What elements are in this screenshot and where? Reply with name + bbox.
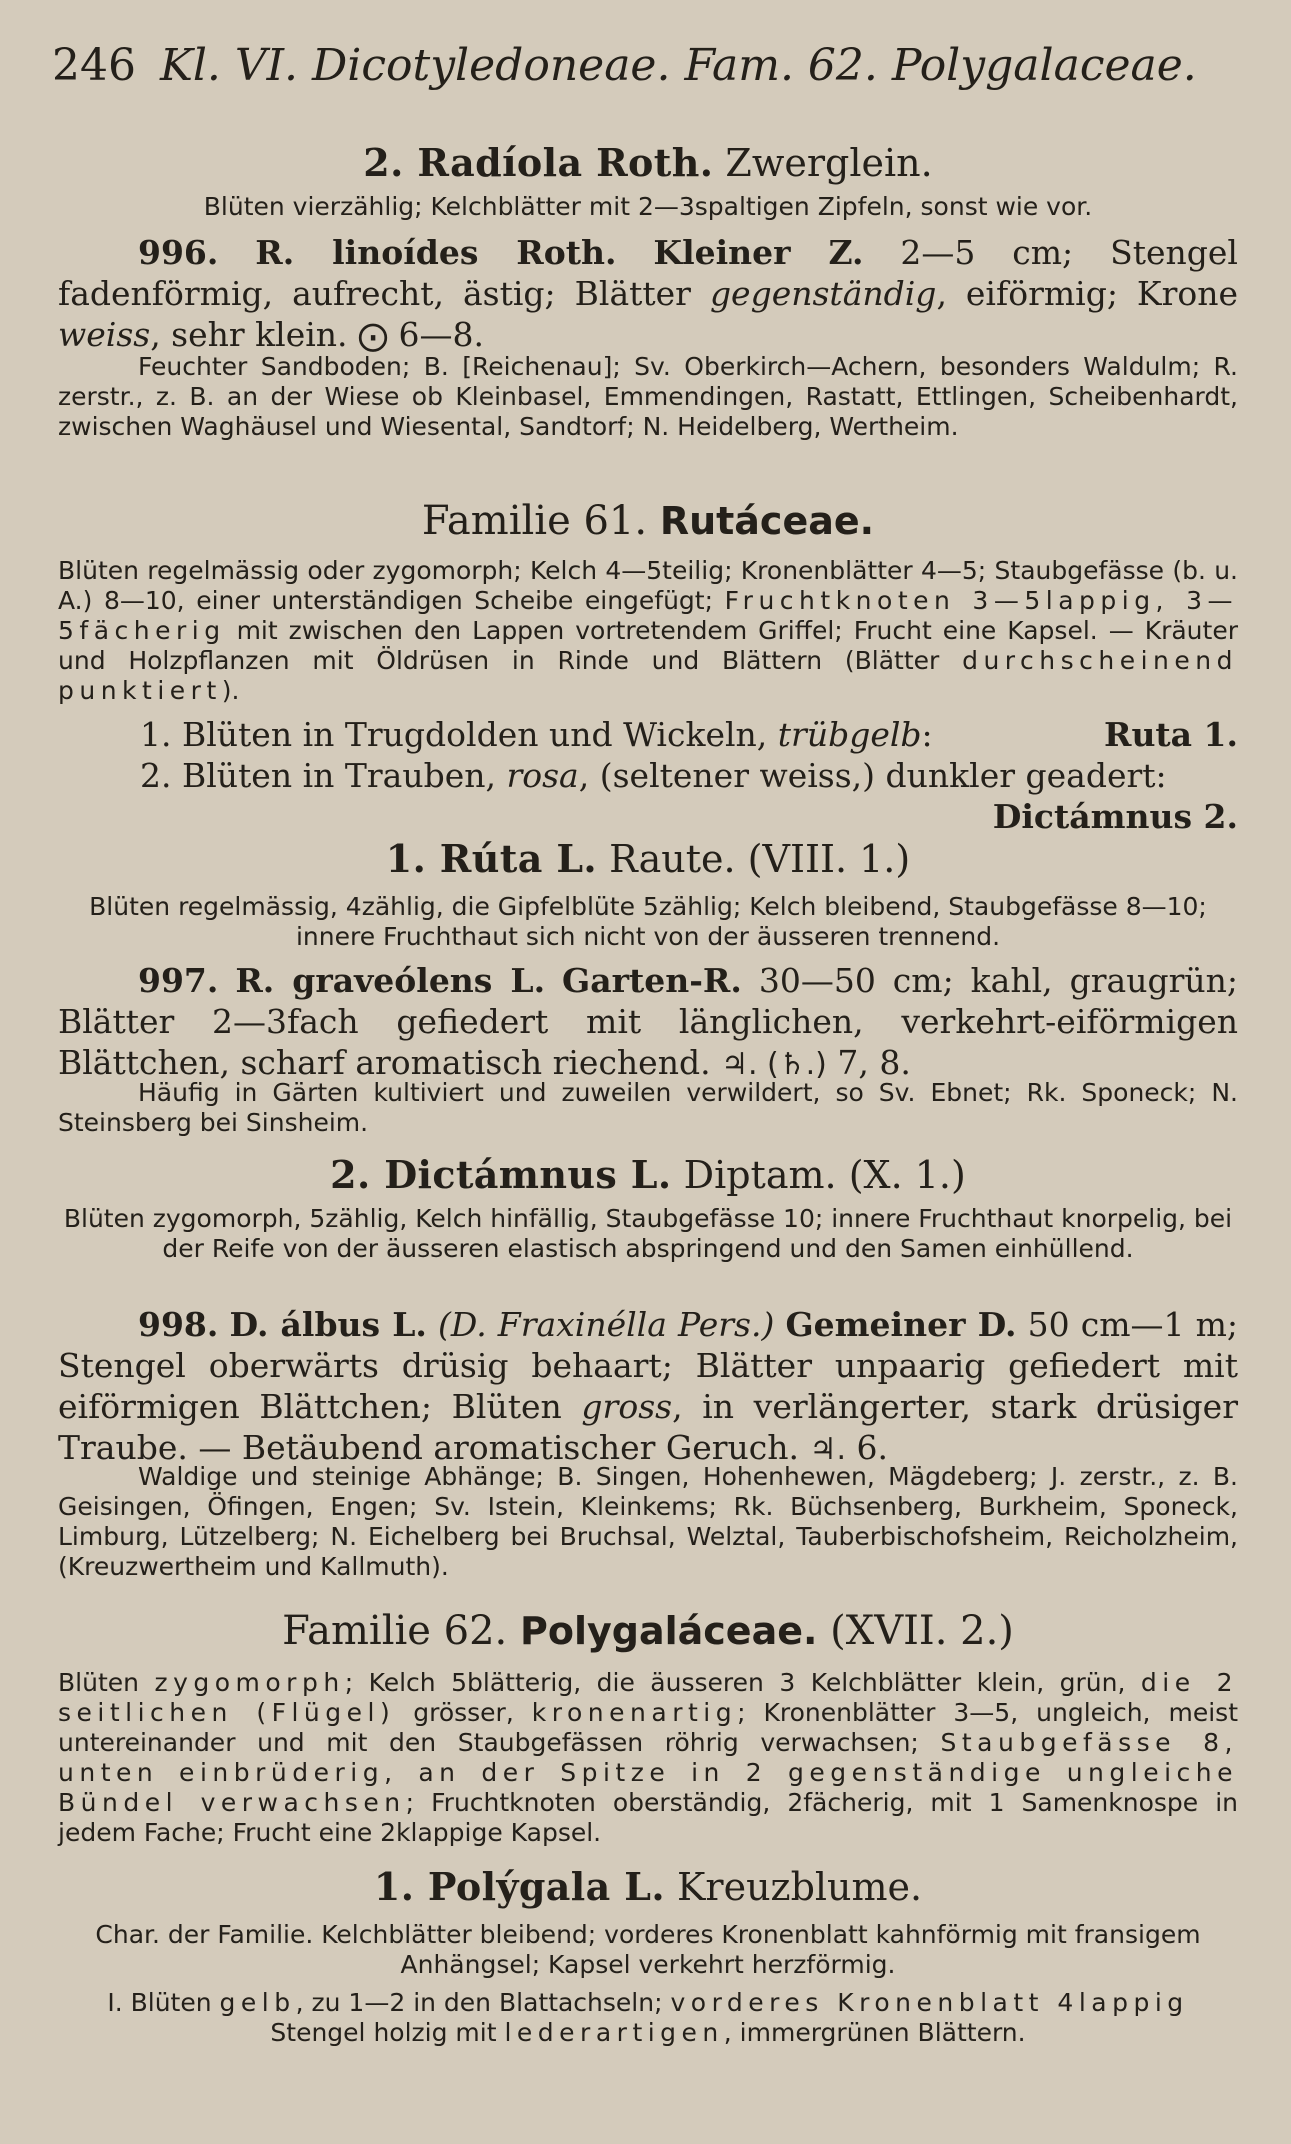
- species-number: 997.: [138, 961, 219, 1000]
- flowering-months: 6—8.: [398, 315, 485, 354]
- species-number: 998.: [138, 1305, 219, 1344]
- species-description-italic: gross: [581, 1387, 673, 1426]
- species-description: 50 cm—1 m; Stengel oberwärts drüsig behaart; Blätter unpaarig gefiedert mit eiförmigen Blättchen; Blüten: [58, 1305, 1239, 1426]
- diag-text: mit zwischen den Lappen vortretendem Griffel; Frucht eine Kapsel. — Kräuter und Holzpflanzen mit Öldrüsen in Rinde und Blättern (Blätter: [58, 616, 1238, 675]
- key-text: :: [921, 715, 933, 754]
- species-name: R. graveólens L.: [235, 961, 546, 1000]
- species-locality: Häufig in Gärten kultiviert und zuweilen verwildert, so Sv. Ebnet; Rk. Sponeck; N. Steinsberg bei Sinsheim.: [58, 1078, 1238, 1137]
- family-diagnosis-rutaceae: [58, 556, 1238, 706]
- key-target: Dictámnus 2.: [992, 797, 1238, 836]
- flowering-months: 6.: [856, 1428, 888, 1467]
- page-number: 246: [52, 40, 136, 91]
- running-header: [52, 40, 1232, 91]
- genus-common-name: Kreuzblume.: [677, 1865, 923, 1909]
- diag-spaced-text: durchscheinend punktiert: [58, 646, 1238, 705]
- species-locality: Feuchter Sandboden; B. [Reichenau]; Sv. Oberkirch—Achern, besonders Waldulm; R. zerstr., z. B. an der Wiese ob Kleinbasel, Emmendingen, Rastatt, Ettlingen, Scheibenhardt, zwischen Waghäusel und Wiesental, Sandtorf; N. Heidelberg, Wertheim.: [58, 352, 1238, 441]
- diag-text: ; Fruchtknoten oberständig, 2fächerig, mit 1 Samenknospe in jedem Fache; Frucht eine 2klappige Kapsel.: [58, 1788, 1238, 1847]
- diag-text: grösser,: [413, 1698, 514, 1727]
- diag-spaced-text: Staubgefässe 8, unten einbrüderig, an der Spitze in 2 gegenständige ungleiche Bündel verwachsen: [58, 1728, 1238, 1817]
- species-name: R. linoídes Roth.: [255, 233, 617, 272]
- family-name: Rutáceae.: [659, 499, 875, 543]
- key-text: , zu 1—2 in den Blattachseln;: [295, 1988, 663, 2017]
- linnaean-class: (X. 1.): [848, 1153, 966, 1197]
- genus-key-rutaceae: [140, 714, 1238, 837]
- family-prefix: Familie 62.: [282, 1608, 508, 1654]
- genus-heading-radiola: [58, 140, 1238, 185]
- genus-diagnosis-ruta: Blüten regelmässig, 4zählig, die Gipfelblüte 5zählig; Kelch bleibend, Staubgefässe 8—10; innere Fruchthaut sich nicht von der äusseren trennend.: [89, 892, 1207, 951]
- diag-spaced-text: zygomorph: [154, 1668, 345, 1697]
- perennial-symbol: ♃. (♄.): [721, 1047, 827, 1082]
- species-description-italic: weiss: [58, 315, 151, 354]
- perennial-symbol: ♃.: [809, 1432, 846, 1467]
- diag-text: Blüten: [58, 1668, 139, 1697]
- annual-symbol: ⨀: [358, 319, 389, 354]
- species-number: 996.: [138, 233, 219, 272]
- family-heading-polygalaceae: [58, 1608, 1238, 1654]
- genus-title: 2. Radíola Roth.: [363, 140, 714, 185]
- species-common-name: Garten-R.: [562, 961, 742, 1000]
- linnaean-class: (XVII. 2.): [830, 1608, 1014, 1654]
- family-prefix: Familie 61.: [421, 498, 648, 544]
- key-text: I. Blüten: [107, 1988, 212, 2017]
- diag-spaced-text: Fruchtknoten 3—5lappig, 3—5fächerig: [58, 586, 1238, 645]
- key-target: Ruta 1.: [1104, 715, 1238, 754]
- key-spaced-text: lederartigen: [504, 2018, 724, 2047]
- genus-title: 1. Polýgala L.: [373, 1864, 665, 1909]
- diag-text: Blüten regelmässig oder zygomorph; Kelch 4—5teilig; Kronenblätter 4—5; Staubgefässe (b. u. A.) 8—10, einer unterständigen Scheibe eingefügt;: [58, 556, 1238, 615]
- key-spaced-text: gelb: [219, 1988, 296, 2017]
- species-entry-996: [58, 232, 1238, 357]
- diag-text: ; Kelch 5blätterig, die äusseren 3 Kelchblätter klein, grün,: [344, 1668, 1126, 1697]
- species-entry-998: [58, 1304, 1238, 1470]
- running-title: Kl. VI. Dicotyledoneae. Fam. 62. Polygalaceae.: [159, 40, 1197, 91]
- key-text: Stengel holzig mit: [270, 2018, 497, 2047]
- genus-common-name: Raute.: [609, 837, 736, 881]
- key-italic: rosa: [506, 756, 579, 795]
- species-name: D. álbus L.: [229, 1305, 427, 1344]
- species-synonym: (D. Fraxinélla Pers.): [438, 1305, 775, 1344]
- flowering-months: 7, 8.: [837, 1043, 911, 1082]
- key-lead-2: [140, 755, 1238, 837]
- species-description: 2—5 cm; Stengel fadenförmig, aufrecht, ästig; Blätter: [58, 233, 1238, 313]
- species-description: 30—50 cm; kahl, graugrün; Blätter 2—3fach gefiedert mit länglichen, verkehrt-eiförmigen Blättchen, scharf aromatisch riechend.: [58, 961, 1238, 1082]
- genus-heading-dictamnus: [58, 1152, 1238, 1197]
- genus-heading-ruta: [58, 836, 1238, 881]
- diag-text: ; Kronenblätter 3—5, ungleich, meist untereinander und mit den Staubgefässen röhrig verwachsen;: [58, 1698, 1239, 1757]
- genus-heading-polygala: [58, 1864, 1238, 1909]
- species-entry-997: [58, 960, 1238, 1085]
- linnaean-class: (VIII. 1.): [747, 837, 911, 881]
- family-name: Polygaláceae.: [520, 1609, 818, 1653]
- species-description-italic: gegenständig: [709, 274, 937, 313]
- key-spaced-text: vorderes Kronenblatt 4lappig: [670, 1988, 1189, 2017]
- key-text: , immergrünen Blättern.: [723, 2018, 1026, 2047]
- species-common-name: Kleiner Z.: [653, 233, 864, 272]
- species-description: , eiförmig; Krone: [936, 274, 1238, 313]
- key-italic: trübgelb: [777, 715, 922, 754]
- species-description: , in verlängerter, stark drüsiger Traube. — Betäubend aromatischer Geruch.: [58, 1387, 1238, 1467]
- diag-spaced-text: kronenartig: [531, 1698, 738, 1727]
- genus-title: 1. Rúta L.: [385, 836, 598, 881]
- genus-diagnosis-dictamnus: Blüten zygomorph, 5zählig, Kelch hinfällig, Staubgefässe 10; innere Fruchthaut knorpelig, bei der Reife von der äusseren elastisch abspringend und den Samen einhüllend.: [63, 1204, 1233, 1263]
- genus-title: 2. Dictámnus L.: [330, 1152, 672, 1197]
- diag-spaced-text: die 2 seitlichen (Flügel): [58, 1668, 1238, 1727]
- family-heading-rutaceae: [58, 498, 1238, 544]
- species-description: , sehr klein.: [150, 315, 348, 354]
- diag-text: ).: [221, 676, 240, 705]
- family-diagnosis-polygalaceae: [58, 1668, 1238, 1848]
- species-common-name: Gemeiner D.: [785, 1305, 1017, 1344]
- key-text: 2. Blüten in Trauben,: [140, 756, 496, 795]
- genus-common-name: Zwerglein.: [725, 141, 933, 185]
- species-locality: Waldige und steinige Abhänge; B. Singen, Hohenhewen, Mägdeberg; J. zerstr., z. B. Geisingen, Öfingen, Engen; Sv. Istein, Kleinkems; Rk. Büchsenberg, Burkheim, Sponeck, Limburg, Lützelberg; N. Eichelberg bei Bruchsal, Welztal, Tauberbischofsheim, Reicholzheim, (Kreuzwertheim und Kallmuth).: [58, 1462, 1238, 1581]
- key-text: 1. Blüten in Trugdolden und Wickeln,: [140, 715, 768, 754]
- species-key-polygala: [58, 1988, 1238, 2048]
- genus-diagnosis-radiola: Blüten vierzählig; Kelchblätter mit 2—3spaltigen Zipfeln, sonst wie vor.: [203, 192, 1093, 221]
- genus-common-name: Diptam.: [683, 1153, 837, 1197]
- key-text: , (seltener weiss,) dunkler geadert:: [578, 756, 1167, 795]
- genus-diagnosis-polygala: Char. der Familie. Kelchblätter bleibend; vorderes Kronenblatt kahnförmig mit fransigem Anhängsel; Kapsel verkehrt herzförmig.: [95, 1920, 1201, 1979]
- key-lead-1: [140, 714, 1238, 755]
